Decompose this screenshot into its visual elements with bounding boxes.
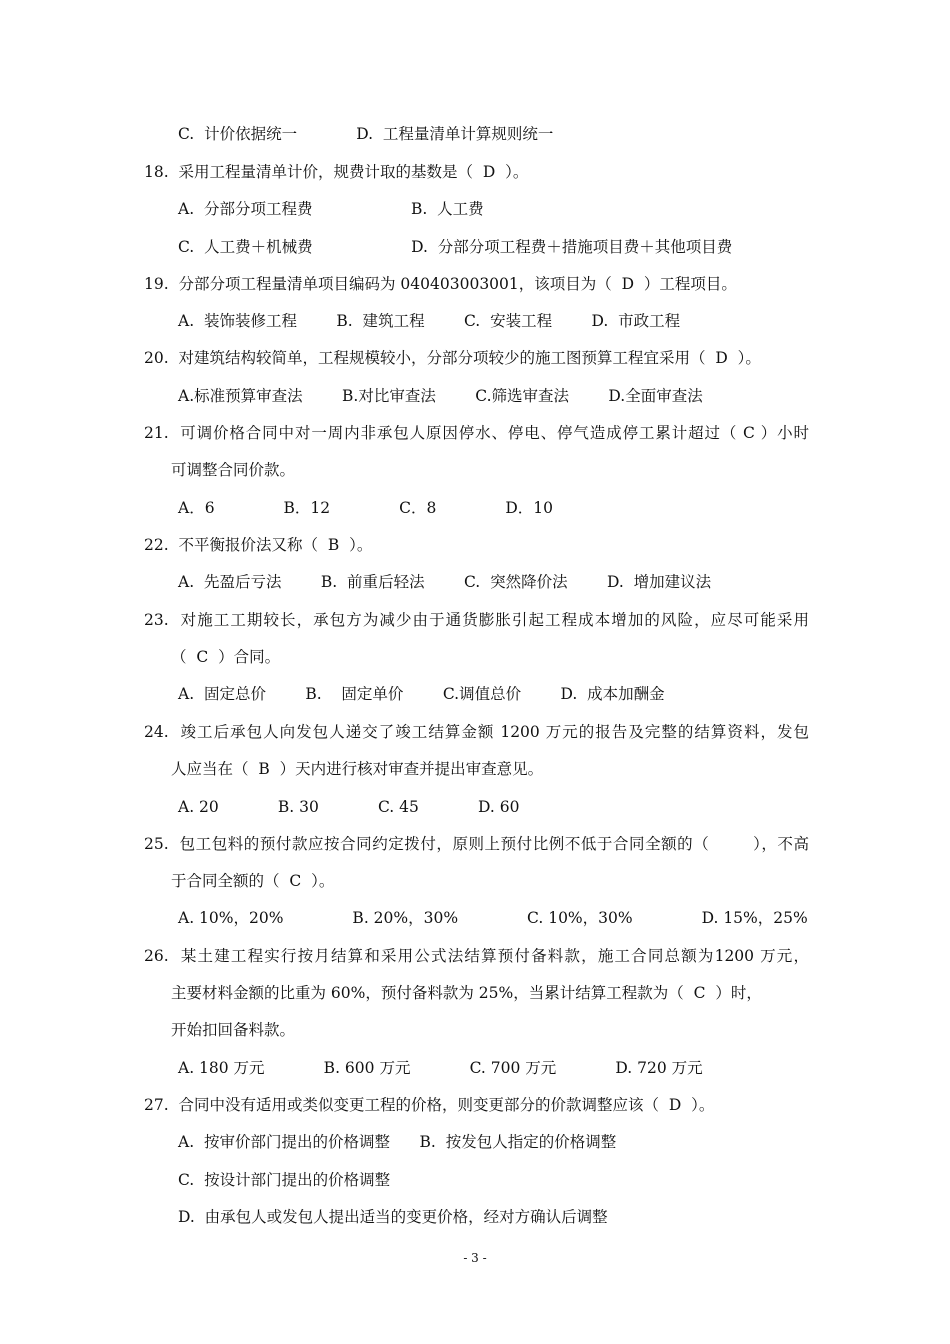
option-line-19: A. 装饰装修工程 B. 建筑工程 C. 安装工程 D. 市政工程 (178, 312, 681, 330)
question-27: 27. 合同中没有适用或类似变更工程的价格，则变更部分的价款调整应该（ D ）。 (144, 1096, 715, 1114)
question-20: 20. 对建筑结构较简单，工程规模较小，分部分项较少的施工图预算工程宜采用（ D ）。 (144, 349, 761, 367)
option-line-27-ab: A. 按审价部门提出的价格调整 B. 按发包人指定的价格调整 (178, 1133, 617, 1151)
question-24: 24. 竣工后承包人向发包人递交了竣工结算金额 1200 万元的报告及完整的结算资料，发包 (144, 723, 809, 741)
option-line-21: A．6 B．12 C．8 D．10 (178, 499, 553, 517)
option-line-26: A. 180 万元 B. 600 万元 C. 700 万元 D. 720 万元 (178, 1059, 703, 1077)
question-18: 18. 采用工程量清单计价，规费计取的基数是（ D ）。 (144, 163, 529, 181)
question-25: 25. 包工包料的预付款应按合同约定拨付，原则上预付比例不低于合同全额的（ ），不高 (144, 835, 809, 853)
question-26-continued-2: 开始扣回备料款。 (171, 1021, 296, 1039)
page-number: - 3 - (463, 1251, 487, 1265)
question-22: 22. 不平衡报价法又称（ B ）。 (144, 536, 373, 554)
question-26: 26. 某土建工程实行按月结算和采用公式法结算预付备料款，施工合同总额为1200 万元， (144, 947, 809, 965)
option-line-20: A.标准预算审查法 B.对比审查法 C.筛选审查法 D.全面审查法 (178, 387, 703, 405)
question-21-continued: 可调整合同价款。 (171, 461, 296, 479)
question-25-continued: 于合同全额的（ C ）。 (171, 872, 335, 890)
option-line-27-d: D. 由承包人或发包人提出适当的变更价格，经对方确认后调整 (178, 1208, 608, 1226)
question-23-continued: （ C ）合同。 (171, 648, 281, 666)
option-line-22: A. 先盈后亏法 B. 前重后轻法 C. 突然降价法 D. 增加建议法 (178, 573, 712, 591)
question-24-continued: 人应当在（ B ）天内进行核对审查并提出审查意见。 (171, 760, 544, 778)
option-line-25: A. 10%，20% B. 20%，30% C. 10%，30% D. 15%，25% (178, 909, 808, 927)
option-line-27-c: C. 按设计部门提出的价格调整 (178, 1171, 391, 1189)
option-line-24: A. 20 B. 30 C. 45 D. 60 (178, 798, 520, 816)
option-line-23: A. 固定总价 B. 固定单价 C.调值总价 D. 成本加酬金 (178, 685, 665, 703)
question-23: 23. 对施工工期较长，承包方为减少由于通货膨胀引起工程成本增加的风险，应尽可能采用 (144, 611, 809, 629)
option-line-18-ab: A. 分部分项工程费 B. 人工费 (178, 200, 484, 218)
option-line-17-cd: C. 计价依据统一 D. 工程量清单计算规则统一 (178, 125, 554, 143)
question-19: 19. 分部分项工程量清单项目编码为 040403003001，该项目为（ D ）工程项目。 (144, 275, 737, 293)
question-26-continued-1: 主要材料金额的比重为 60%，预付备料款为 25%，当累计结算工程款为（ C ）时， (171, 984, 762, 1002)
option-line-18-cd: C. 人工费＋机械费 D. 分部分项工程费＋措施项目费＋其他项目费 (178, 238, 733, 256)
question-21: 21. 可调价格合同中对一周内非承包人原因停水、停电、停气造成停工累计超过（ C ）小时 (144, 424, 809, 442)
